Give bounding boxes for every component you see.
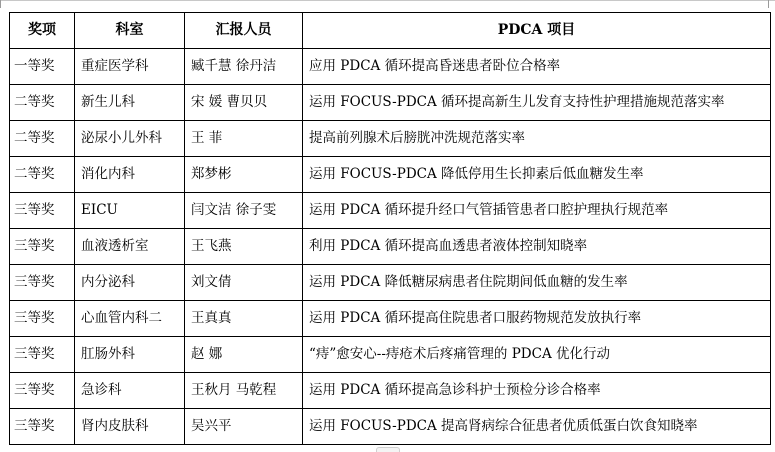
- page-bottom-handle: [376, 447, 400, 452]
- reporters-cell: 闫文洁 徐子雯: [185, 193, 303, 229]
- project-cell: 运用 PDCA 循环提高急诊科护士预检分诊合格率: [303, 373, 771, 409]
- page-corner-mark-left: [0, 0, 1, 8]
- award-cell: 三等奖: [10, 337, 75, 373]
- department-cell: 泌尿小儿外科: [75, 121, 185, 157]
- award-cell: 二等奖: [10, 157, 75, 193]
- reporters-cell: 宋 媛 曹贝贝: [185, 85, 303, 121]
- table-row: [10, 301, 771, 337]
- award-cell: 二等奖: [10, 121, 75, 157]
- table-row: [10, 85, 771, 121]
- table-row: [10, 337, 771, 373]
- department-cell: 急诊科: [75, 373, 185, 409]
- reporters-cell: 赵 娜: [185, 337, 303, 373]
- department-cell: 血液透析室: [75, 229, 185, 265]
- department-cell: EICU: [75, 193, 185, 229]
- award-cell: 三等奖: [10, 229, 75, 265]
- page-top-edge: [0, 0, 775, 2]
- reporters-cell: 刘文倩: [185, 265, 303, 301]
- department-cell: 重症医学科: [75, 49, 185, 85]
- project-cell: 运用 FOCUS-PDCA 提高肾病综合征患者优质低蛋白饮食知晓率: [303, 409, 771, 445]
- project-cell: 利用 PDCA 循环提高血透患者液体控制知晓率: [303, 229, 771, 265]
- table-row: [10, 157, 771, 193]
- reporters-cell: 王 菲: [185, 121, 303, 157]
- award-cell: 三等奖: [10, 193, 75, 229]
- page-corner-mark-right: [768, 0, 769, 8]
- header-award: 奖项: [10, 13, 75, 49]
- table-row: [10, 49, 771, 85]
- table-row: [10, 265, 771, 301]
- table-row: [10, 409, 771, 445]
- header-reporters: 汇报人员: [185, 13, 303, 49]
- header-department: 科室: [75, 13, 185, 49]
- header-project: PDCA 项目: [303, 13, 771, 49]
- project-cell: 运用 FOCUS-PDCA 降低停用生长抑素后低血糖发生率: [303, 157, 771, 193]
- table-row: [10, 193, 771, 229]
- table-row: [10, 373, 771, 409]
- pdca-awards-table: [9, 12, 771, 445]
- reporters-cell: 王飞燕: [185, 229, 303, 265]
- table-row: [10, 121, 771, 157]
- reporters-cell: 王秋月 马乾程: [185, 373, 303, 409]
- project-cell: 运用 PDCA 降低糖尿病患者住院期间低血糖的发生率: [303, 265, 771, 301]
- award-cell: 三等奖: [10, 265, 75, 301]
- department-cell: 消化内科: [75, 157, 185, 193]
- reporters-cell: 吴兴平: [185, 409, 303, 445]
- project-cell: “痔”愈安心--痔疮术后疼痛管理的 PDCA 优化行动: [303, 337, 771, 373]
- project-cell: 提高前列腺术后膀胱冲洗规范落实率: [303, 121, 771, 157]
- award-cell: 三等奖: [10, 409, 75, 445]
- project-cell: 运用 FOCUS-PDCA 循环提高新生儿发育支持性护理措施规范落实率: [303, 85, 771, 121]
- department-cell: 心血管内科二: [75, 301, 185, 337]
- award-cell: 三等奖: [10, 373, 75, 409]
- project-cell: 应用 PDCA 循环提高昏迷患者卧位合格率: [303, 49, 771, 85]
- award-cell: 二等奖: [10, 85, 75, 121]
- reporters-cell: 郑梦彬: [185, 157, 303, 193]
- reporters-cell: 王真真: [185, 301, 303, 337]
- award-cell: 三等奖: [10, 301, 75, 337]
- reporters-cell: 臧千慧 徐丹洁: [185, 49, 303, 85]
- project-cell: 运用 PDCA 循环提升经口气管插管患者口腔护理执行规范率: [303, 193, 771, 229]
- project-cell: 运用 PDCA 循环提高住院患者口服药物规范发放执行率: [303, 301, 771, 337]
- award-cell: 一等奖: [10, 49, 75, 85]
- department-cell: 肛肠外科: [75, 337, 185, 373]
- department-cell: 内分泌科: [75, 265, 185, 301]
- table-body: [10, 49, 771, 445]
- department-cell: 新生儿科: [75, 85, 185, 121]
- table-header-row: [10, 13, 771, 49]
- table-row: [10, 229, 771, 265]
- department-cell: 肾内皮肤科: [75, 409, 185, 445]
